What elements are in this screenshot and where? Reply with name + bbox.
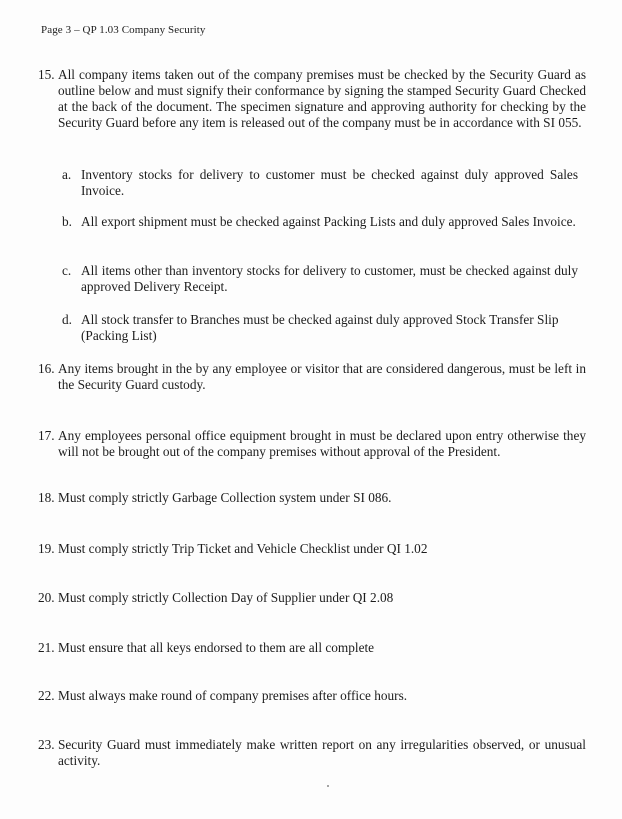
sub-item-text: All items other than inventory stocks for delivery to customer, must be checked against duly approved Delivery Receipt. <box>81 263 578 294</box>
item-text: Must ensure that all keys endorsed to them are all complete <box>58 640 375 655</box>
list-item-20 <box>38 590 586 606</box>
item-text: Any employees personal office equipment brought in must be declared upon entry otherwise they will not be brought out of the company premises without approval of the President. <box>58 428 586 459</box>
list-item-22 <box>38 688 586 704</box>
sub-item-text: All export shipment must be checked against Packing Lists and duly approved Sales Invoice. <box>81 214 576 229</box>
item-text: Must comply strictly Garbage Collection system under SI 086. <box>58 490 392 505</box>
sub-item-text: All stock transfer to Branches must be checked against duly approved Stock Transfer Slip (Packing List) <box>81 312 559 343</box>
item-number: 20. <box>38 590 55 605</box>
sub-item-a <box>62 167 578 199</box>
list-item-23 <box>38 737 586 769</box>
item-text: Any items brought in the by any employee or visitor that are considered dangerous, must be left in the Security Guard custody. <box>58 361 586 392</box>
item-text: Must comply strictly Collection Day of Supplier under QI 2.08 <box>58 590 394 605</box>
item-number: 22. <box>38 688 55 703</box>
item-text: Must comply strictly Trip Ticket and Vehicle Checklist under QI 1.02 <box>58 541 428 556</box>
sub-item-c <box>62 263 578 295</box>
item-text: Security Guard must immediately make written report on any irregularities observed, or unusual activity. <box>58 737 586 768</box>
sub-item-letter: a. <box>62 167 72 182</box>
list-item-19 <box>38 541 586 557</box>
sub-item-text: Inventory stocks for delivery to customer must be checked against duly approved Sales Invoice. <box>81 167 578 198</box>
item-number: 18. <box>38 490 55 505</box>
item-number: 17. <box>38 428 55 443</box>
item-number: 16. <box>38 361 55 376</box>
sub-item-d <box>62 312 578 344</box>
sub-item-b <box>62 214 578 230</box>
list-item-18 <box>38 490 586 506</box>
list-item-17 <box>38 428 586 460</box>
item-text: All company items taken out of the company premises must be checked by the Security Guard as outline below and must signify their conformance by signing the stamped Security Guard Checked at the back of the document. The specimen signature and approving authority for checking by the Security Guard before any item is released out of the company must be in accordance with SI 055. <box>58 67 586 130</box>
item-text: Must always make round of company premises after office hours. <box>58 688 408 703</box>
scan-speck <box>327 785 329 787</box>
item-number: 21. <box>38 640 55 655</box>
page-header: Page 3 – QP 1.03 Company Security <box>41 24 206 36</box>
item-number: 19. <box>38 541 55 556</box>
sub-item-letter: b. <box>62 214 72 229</box>
item-number: 15. <box>38 67 55 82</box>
sub-item-letter: d. <box>62 312 72 327</box>
list-item-21 <box>38 640 586 656</box>
list-item-16 <box>38 361 586 393</box>
list-item-15 <box>38 67 586 131</box>
item-number: 23. <box>38 737 55 752</box>
sub-item-letter: c. <box>62 263 72 278</box>
